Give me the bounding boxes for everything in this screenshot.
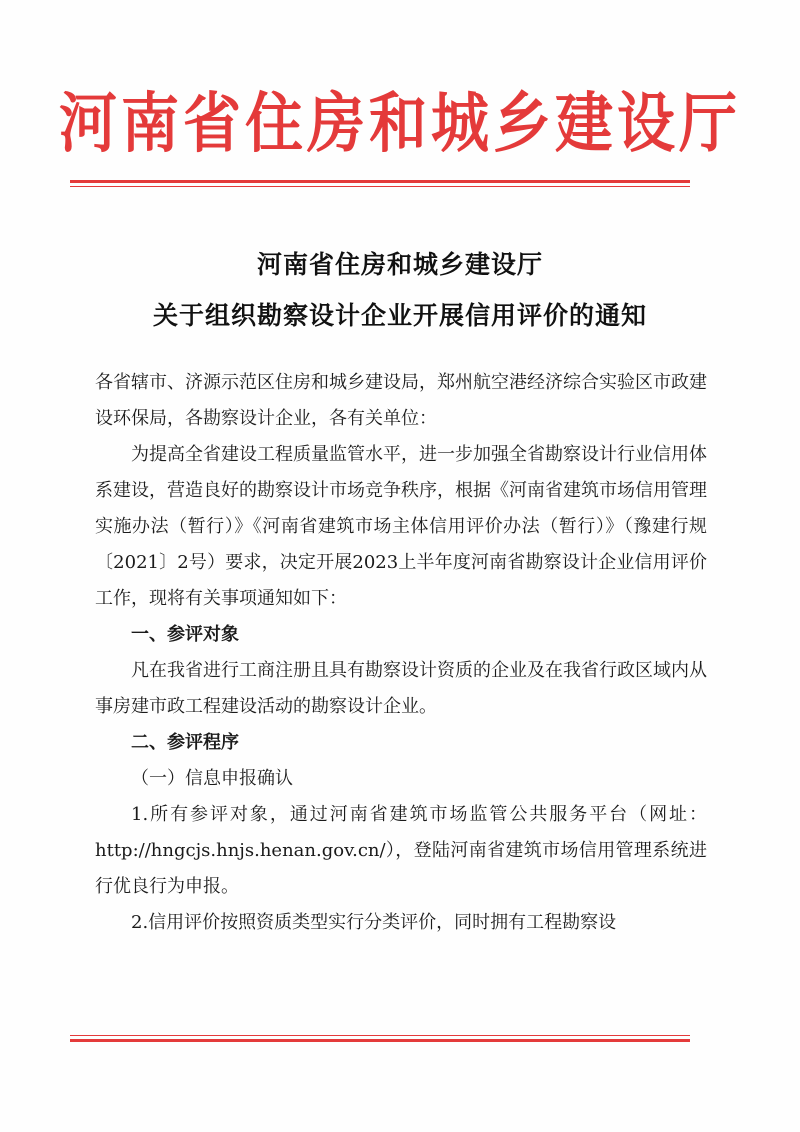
- footer-rule-thick: [70, 1039, 690, 1042]
- header-rule-thick: [70, 180, 690, 183]
- document-title-line2: 关于组织勘察设计企业开展信用评价的通知: [152, 301, 647, 330]
- document-title-line1: 河南省住房和城乡建设厅: [256, 250, 543, 279]
- item2-paragraph: 2.信用评价按照资质类型实行分类评价，同时拥有工程勘察设: [131, 912, 617, 933]
- addressees: 各省辖市、济源示范区住房和城乡建设局，郑州航空港经济综合实验区市政建设环保局，各勘察设计企业，各有关单位：: [95, 372, 707, 429]
- letterhead: 河南省住房和城乡建设厅: [58, 84, 741, 162]
- section1-heading: 一、参评对象: [131, 624, 239, 645]
- section2-heading: 二、参评程序: [131, 732, 239, 753]
- document-body: [95, 365, 707, 941]
- subsection1-heading: （一）信息申报确认: [131, 768, 293, 789]
- item1-paragraph: 1.所有参评对象，通过河南省建筑市场监管公共服务平台（网址：http://hngcjs.hnjs.henan.gov.cn/），登陆河南省建筑市场信用管理系统进行优良行为申报。: [95, 804, 707, 897]
- header-rule-thin: [70, 186, 690, 187]
- section1-paragraph: 凡在我省进行工商注册且具有勘察设计资质的企业及在我省行政区域内从事房建市政工程建设活动的勘察设计企业。: [95, 660, 707, 717]
- footer-rule-thin: [70, 1035, 690, 1036]
- intro-paragraph: 为提高全省建设工程质量监管水平，进一步加强全省勘察设计行业信用体系建设，营造良好的勘察设计市场竞争秩序，根据《河南省建筑市场信用管理实施办法（暂行）》《河南省建筑市场主体信用评价办法（暂行）》（豫建行规〔2021〕2号）要求，决定开展2023上半年度河南省勘察设计企业信用评价工作，现将有关事项通知如下：: [95, 444, 707, 609]
